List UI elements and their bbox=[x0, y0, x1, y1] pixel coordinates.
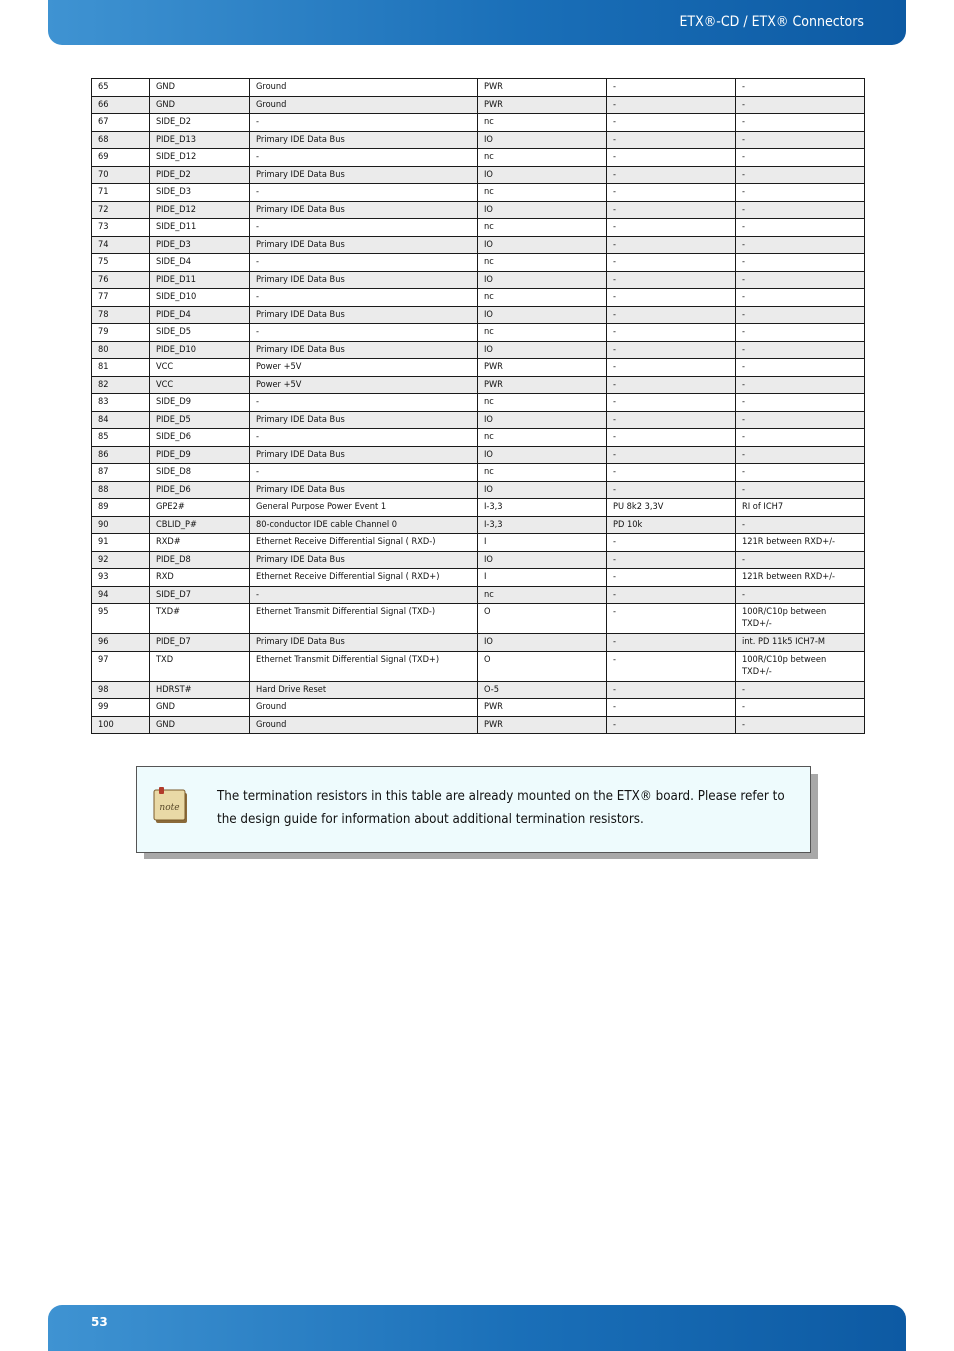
comment-cell: 121R between RXD+/- bbox=[736, 534, 865, 552]
signal-name-cell: PIDE_D11 bbox=[150, 271, 250, 289]
comment-cell: - bbox=[736, 236, 865, 254]
table-row bbox=[92, 341, 865, 359]
comment-cell: - bbox=[736, 716, 865, 734]
pin-number-cell: 66 bbox=[92, 96, 150, 114]
signal-description-cell: - bbox=[250, 324, 478, 342]
comment-cell: 100R/C10p between TXD+/- bbox=[736, 651, 865, 681]
pin-number-cell: 90 bbox=[92, 516, 150, 534]
comment-cell: - bbox=[736, 681, 865, 699]
pin-number-cell: 100 bbox=[92, 716, 150, 734]
signal-type-cell: nc bbox=[478, 219, 607, 237]
signal-name-cell: RXD# bbox=[150, 534, 250, 552]
signal-description-cell: - bbox=[250, 394, 478, 412]
table-row bbox=[92, 634, 865, 652]
signal-description-cell: Primary IDE Data Bus bbox=[250, 306, 478, 324]
pin-number-cell: 87 bbox=[92, 464, 150, 482]
signal-type-cell: PWR bbox=[478, 96, 607, 114]
footer-bar bbox=[48, 1305, 906, 1351]
comment-cell: - bbox=[736, 481, 865, 499]
pin-number-cell: 72 bbox=[92, 201, 150, 219]
table-row bbox=[92, 114, 865, 132]
table-row bbox=[92, 464, 865, 482]
comment-cell: 121R between RXD+/- bbox=[736, 569, 865, 587]
termination-cell: - bbox=[607, 184, 736, 202]
signal-type-cell: nc bbox=[478, 289, 607, 307]
pin-number-cell: 83 bbox=[92, 394, 150, 412]
table-row bbox=[92, 96, 865, 114]
signal-description-cell: - bbox=[250, 289, 478, 307]
signal-name-cell: GND bbox=[150, 96, 250, 114]
signal-name-cell: GPE2# bbox=[150, 499, 250, 517]
termination-cell: - bbox=[607, 699, 736, 717]
signal-description-cell: Primary IDE Data Bus bbox=[250, 481, 478, 499]
termination-cell: - bbox=[607, 236, 736, 254]
signal-type-cell: IO bbox=[478, 481, 607, 499]
pin-table-body bbox=[92, 79, 865, 734]
comment-cell: - bbox=[736, 306, 865, 324]
signal-description-cell: - bbox=[250, 184, 478, 202]
signal-description-cell: 80-conductor IDE cable Channel 0 bbox=[250, 516, 478, 534]
signal-name-cell: PIDE_D3 bbox=[150, 236, 250, 254]
signal-description-cell: Primary IDE Data Bus bbox=[250, 634, 478, 652]
signal-type-cell: IO bbox=[478, 446, 607, 464]
termination-cell: - bbox=[607, 464, 736, 482]
pin-number-cell: 71 bbox=[92, 184, 150, 202]
termination-cell: - bbox=[607, 271, 736, 289]
signal-description-cell: General Purpose Power Event 1 bbox=[250, 499, 478, 517]
termination-cell: - bbox=[607, 534, 736, 552]
comment-cell: - bbox=[736, 699, 865, 717]
table-row bbox=[92, 359, 865, 377]
signal-type-cell: nc bbox=[478, 184, 607, 202]
signal-name-cell: SIDE_D11 bbox=[150, 219, 250, 237]
signal-type-cell: O-5 bbox=[478, 681, 607, 699]
header-bar bbox=[48, 0, 906, 45]
signal-type-cell: nc bbox=[478, 429, 607, 447]
pin-number-cell: 95 bbox=[92, 604, 150, 634]
signal-name-cell: PIDE_D6 bbox=[150, 481, 250, 499]
comment-cell: - bbox=[736, 114, 865, 132]
comment-cell: int. PD 11k5 ICH7-M bbox=[736, 634, 865, 652]
comment-cell: - bbox=[736, 516, 865, 534]
signal-name-cell: TXD# bbox=[150, 604, 250, 634]
table-row bbox=[92, 324, 865, 342]
signal-description-cell: Ethernet Transmit Differential Signal (TXD-) bbox=[250, 604, 478, 634]
signal-name-cell: GND bbox=[150, 716, 250, 734]
pin-number-cell: 79 bbox=[92, 324, 150, 342]
comment-cell: 100R/C10p between TXD+/- bbox=[736, 604, 865, 634]
signal-type-cell: PWR bbox=[478, 359, 607, 377]
comment-cell: - bbox=[736, 201, 865, 219]
termination-cell: - bbox=[607, 411, 736, 429]
table-row bbox=[92, 429, 865, 447]
termination-cell: - bbox=[607, 96, 736, 114]
pin-assignment-table bbox=[91, 78, 865, 734]
note-text: The termination resistors in this table are already mounted on the ETX® board. Please refer to the design guide for information about additional termination resistors. bbox=[217, 789, 785, 827]
termination-cell: - bbox=[607, 716, 736, 734]
termination-cell: - bbox=[607, 681, 736, 699]
comment-cell: - bbox=[736, 376, 865, 394]
termination-cell: - bbox=[607, 114, 736, 132]
pin-number-cell: 75 bbox=[92, 254, 150, 272]
signal-name-cell: PIDE_D10 bbox=[150, 341, 250, 359]
signal-description-cell: - bbox=[250, 149, 478, 167]
signal-type-cell: PWR bbox=[478, 716, 607, 734]
table-row bbox=[92, 184, 865, 202]
signal-type-cell: PWR bbox=[478, 699, 607, 717]
comment-cell: - bbox=[736, 184, 865, 202]
signal-description-cell: Ground bbox=[250, 96, 478, 114]
signal-name-cell: VCC bbox=[150, 359, 250, 377]
comment-cell: - bbox=[736, 359, 865, 377]
signal-name-cell: SIDE_D3 bbox=[150, 184, 250, 202]
signal-type-cell: nc bbox=[478, 114, 607, 132]
signal-name-cell: PIDE_D9 bbox=[150, 446, 250, 464]
table-row bbox=[92, 551, 865, 569]
comment-cell: - bbox=[736, 149, 865, 167]
signal-type-cell: PWR bbox=[478, 376, 607, 394]
signal-description-cell: Ethernet Receive Differential Signal ( RXD-) bbox=[250, 534, 478, 552]
signal-description-cell: - bbox=[250, 429, 478, 447]
termination-cell: - bbox=[607, 359, 736, 377]
signal-description-cell: Primary IDE Data Bus bbox=[250, 236, 478, 254]
signal-description-cell: - bbox=[250, 586, 478, 604]
signal-name-cell: SIDE_D4 bbox=[150, 254, 250, 272]
signal-type-cell: nc bbox=[478, 586, 607, 604]
signal-type-cell: nc bbox=[478, 464, 607, 482]
signal-description-cell: - bbox=[250, 219, 478, 237]
table-row bbox=[92, 516, 865, 534]
pin-number-cell: 70 bbox=[92, 166, 150, 184]
termination-cell: - bbox=[607, 254, 736, 272]
signal-name-cell: HDRST# bbox=[150, 681, 250, 699]
termination-cell: - bbox=[607, 149, 736, 167]
signal-description-cell: - bbox=[250, 254, 478, 272]
signal-name-cell: SIDE_D10 bbox=[150, 289, 250, 307]
comment-cell: - bbox=[736, 394, 865, 412]
pin-number-cell: 65 bbox=[92, 79, 150, 97]
signal-type-cell: O bbox=[478, 604, 607, 634]
signal-description-cell: Primary IDE Data Bus bbox=[250, 446, 478, 464]
page-header-title: ETX®-CD / ETX® Connectors bbox=[679, 14, 864, 30]
table-row bbox=[92, 681, 865, 699]
table-row bbox=[92, 716, 865, 734]
comment-cell: - bbox=[736, 254, 865, 272]
pin-number-cell: 84 bbox=[92, 411, 150, 429]
signal-name-cell: SIDE_D9 bbox=[150, 394, 250, 412]
termination-cell: - bbox=[607, 604, 736, 634]
comment-cell: - bbox=[736, 324, 865, 342]
table-row bbox=[92, 219, 865, 237]
table-row bbox=[92, 651, 865, 681]
table-row bbox=[92, 481, 865, 499]
signal-name-cell: RXD bbox=[150, 569, 250, 587]
signal-type-cell: IO bbox=[478, 306, 607, 324]
signal-type-cell: I-3,3 bbox=[478, 499, 607, 517]
termination-cell: - bbox=[607, 429, 736, 447]
signal-type-cell: IO bbox=[478, 341, 607, 359]
signal-description-cell: - bbox=[250, 114, 478, 132]
termination-cell: - bbox=[607, 289, 736, 307]
signal-type-cell: IO bbox=[478, 201, 607, 219]
termination-cell: - bbox=[607, 166, 736, 184]
pin-number-cell: 94 bbox=[92, 586, 150, 604]
signal-description-cell: Primary IDE Data Bus bbox=[250, 131, 478, 149]
pin-number-cell: 91 bbox=[92, 534, 150, 552]
table-row bbox=[92, 411, 865, 429]
signal-description-cell: Primary IDE Data Bus bbox=[250, 201, 478, 219]
signal-name-cell: GND bbox=[150, 699, 250, 717]
signal-type-cell: nc bbox=[478, 324, 607, 342]
signal-description-cell: Hard Drive Reset bbox=[250, 681, 478, 699]
pin-number-cell: 68 bbox=[92, 131, 150, 149]
pin-number-cell: 89 bbox=[92, 499, 150, 517]
pin-number-cell: 99 bbox=[92, 699, 150, 717]
termination-cell: - bbox=[607, 79, 736, 97]
termination-cell: - bbox=[607, 306, 736, 324]
table-row bbox=[92, 79, 865, 97]
table-row bbox=[92, 271, 865, 289]
signal-name-cell: PIDE_D4 bbox=[150, 306, 250, 324]
pin-number-cell: 92 bbox=[92, 551, 150, 569]
signal-name-cell: SIDE_D8 bbox=[150, 464, 250, 482]
signal-name-cell: GND bbox=[150, 79, 250, 97]
pin-number-cell: 85 bbox=[92, 429, 150, 447]
signal-type-cell: IO bbox=[478, 236, 607, 254]
signal-description-cell: Ground bbox=[250, 79, 478, 97]
note-icon bbox=[153, 787, 189, 825]
table-row bbox=[92, 446, 865, 464]
table-row bbox=[92, 604, 865, 634]
table-row bbox=[92, 586, 865, 604]
pin-number-cell: 88 bbox=[92, 481, 150, 499]
signal-name-cell: PIDE_D13 bbox=[150, 131, 250, 149]
signal-name-cell: VCC bbox=[150, 376, 250, 394]
signal-type-cell: IO bbox=[478, 411, 607, 429]
table-row bbox=[92, 376, 865, 394]
signal-type-cell: IO bbox=[478, 271, 607, 289]
table-row bbox=[92, 201, 865, 219]
comment-cell: - bbox=[736, 446, 865, 464]
termination-cell: - bbox=[607, 446, 736, 464]
signal-description-cell: Primary IDE Data Bus bbox=[250, 411, 478, 429]
signal-type-cell: IO bbox=[478, 551, 607, 569]
signal-type-cell: O bbox=[478, 651, 607, 681]
signal-name-cell: SIDE_D6 bbox=[150, 429, 250, 447]
pin-number-cell: 77 bbox=[92, 289, 150, 307]
note-box bbox=[136, 766, 811, 853]
page-number: 53 bbox=[91, 1315, 108, 1329]
signal-type-cell: I-3,3 bbox=[478, 516, 607, 534]
termination-cell: - bbox=[607, 324, 736, 342]
termination-cell: - bbox=[607, 634, 736, 652]
termination-cell: - bbox=[607, 651, 736, 681]
table-row bbox=[92, 699, 865, 717]
pin-number-cell: 80 bbox=[92, 341, 150, 359]
table-row bbox=[92, 149, 865, 167]
pin-number-cell: 81 bbox=[92, 359, 150, 377]
signal-type-cell: PWR bbox=[478, 79, 607, 97]
termination-cell: - bbox=[607, 219, 736, 237]
pin-number-cell: 67 bbox=[92, 114, 150, 132]
signal-description-cell: Primary IDE Data Bus bbox=[250, 551, 478, 569]
comment-cell: - bbox=[736, 551, 865, 569]
signal-description-cell: Power +5V bbox=[250, 359, 478, 377]
pin-number-cell: 69 bbox=[92, 149, 150, 167]
termination-cell: - bbox=[607, 131, 736, 149]
pin-number-cell: 96 bbox=[92, 634, 150, 652]
pin-number-cell: 97 bbox=[92, 651, 150, 681]
comment-cell: - bbox=[736, 341, 865, 359]
termination-cell: - bbox=[607, 376, 736, 394]
table-row bbox=[92, 166, 865, 184]
signal-description-cell: Primary IDE Data Bus bbox=[250, 271, 478, 289]
termination-cell: PU 8k2 3,3V bbox=[607, 499, 736, 517]
comment-cell: - bbox=[736, 411, 865, 429]
signal-name-cell: PIDE_D2 bbox=[150, 166, 250, 184]
termination-cell: - bbox=[607, 394, 736, 412]
signal-name-cell: CBLID_P# bbox=[150, 516, 250, 534]
comment-cell: RI of ICH7 bbox=[736, 499, 865, 517]
pin-number-cell: 73 bbox=[92, 219, 150, 237]
termination-cell: - bbox=[607, 586, 736, 604]
signal-description-cell: Primary IDE Data Bus bbox=[250, 166, 478, 184]
table-row bbox=[92, 569, 865, 587]
table-row bbox=[92, 254, 865, 272]
termination-cell: PD 10k bbox=[607, 516, 736, 534]
signal-description-cell: - bbox=[250, 464, 478, 482]
signal-type-cell: nc bbox=[478, 254, 607, 272]
signal-name-cell: SIDE_D7 bbox=[150, 586, 250, 604]
signal-name-cell: SIDE_D12 bbox=[150, 149, 250, 167]
signal-description-cell: Ground bbox=[250, 716, 478, 734]
comment-cell: - bbox=[736, 166, 865, 184]
signal-name-cell: PIDE_D8 bbox=[150, 551, 250, 569]
pin-number-cell: 93 bbox=[92, 569, 150, 587]
signal-type-cell: IO bbox=[478, 131, 607, 149]
signal-type-cell: IO bbox=[478, 166, 607, 184]
signal-name-cell: PIDE_D7 bbox=[150, 634, 250, 652]
signal-type-cell: I bbox=[478, 569, 607, 587]
comment-cell: - bbox=[736, 79, 865, 97]
pin-number-cell: 98 bbox=[92, 681, 150, 699]
pin-number-cell: 76 bbox=[92, 271, 150, 289]
table-row bbox=[92, 131, 865, 149]
comment-cell: - bbox=[736, 429, 865, 447]
signal-type-cell: nc bbox=[478, 149, 607, 167]
pin-number-cell: 78 bbox=[92, 306, 150, 324]
signal-name-cell: SIDE_D5 bbox=[150, 324, 250, 342]
termination-cell: - bbox=[607, 201, 736, 219]
comment-cell: - bbox=[736, 96, 865, 114]
note-icon-label: note bbox=[159, 803, 180, 813]
signal-description-cell: Primary IDE Data Bus bbox=[250, 341, 478, 359]
table-row bbox=[92, 534, 865, 552]
signal-type-cell: nc bbox=[478, 394, 607, 412]
comment-cell: - bbox=[736, 586, 865, 604]
table-row bbox=[92, 394, 865, 412]
table-row bbox=[92, 289, 865, 307]
signal-description-cell: Ground bbox=[250, 699, 478, 717]
signal-name-cell: TXD bbox=[150, 651, 250, 681]
signal-name-cell: PIDE_D12 bbox=[150, 201, 250, 219]
signal-type-cell: IO bbox=[478, 634, 607, 652]
signal-type-cell: I bbox=[478, 534, 607, 552]
pin-number-cell: 74 bbox=[92, 236, 150, 254]
signal-description-cell: Power +5V bbox=[250, 376, 478, 394]
table-row bbox=[92, 306, 865, 324]
signal-name-cell: PIDE_D5 bbox=[150, 411, 250, 429]
comment-cell: - bbox=[736, 219, 865, 237]
comment-cell: - bbox=[736, 464, 865, 482]
termination-cell: - bbox=[607, 341, 736, 359]
comment-cell: - bbox=[736, 271, 865, 289]
termination-cell: - bbox=[607, 481, 736, 499]
pin-number-cell: 82 bbox=[92, 376, 150, 394]
table-row bbox=[92, 236, 865, 254]
signal-name-cell: SIDE_D2 bbox=[150, 114, 250, 132]
pin-number-cell: 86 bbox=[92, 446, 150, 464]
signal-description-cell: Ethernet Receive Differential Signal ( RXD+) bbox=[250, 569, 478, 587]
termination-cell: - bbox=[607, 569, 736, 587]
comment-cell: - bbox=[736, 289, 865, 307]
table-row bbox=[92, 499, 865, 517]
comment-cell: - bbox=[736, 131, 865, 149]
signal-description-cell: Ethernet Transmit Differential Signal (TXD+) bbox=[250, 651, 478, 681]
termination-cell: - bbox=[607, 551, 736, 569]
